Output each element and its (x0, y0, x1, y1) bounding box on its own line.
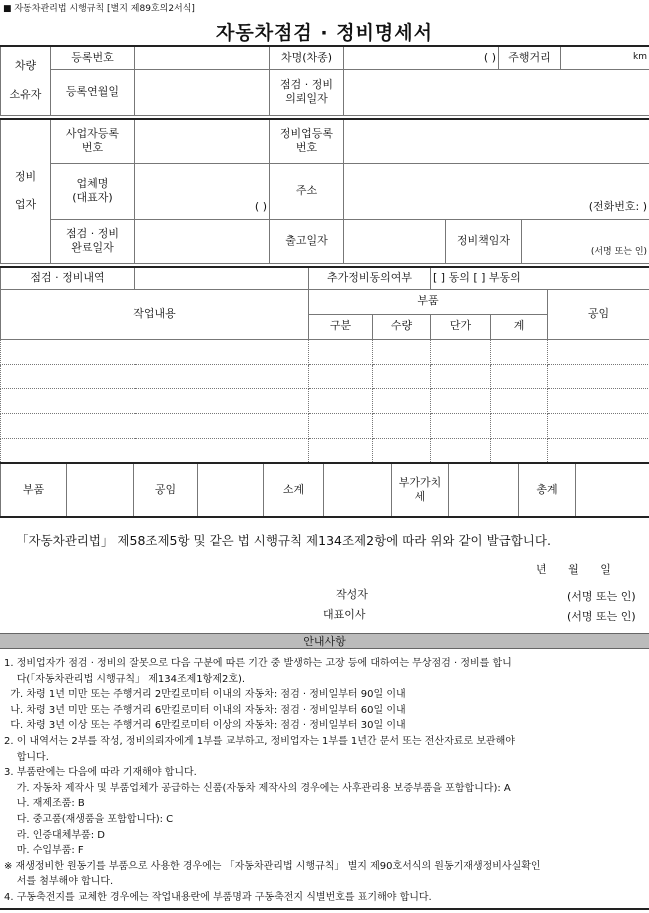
req-date-label: 점검 · 정비 의뢰일자 (270, 69, 344, 115)
bottom-rule (0, 908, 649, 910)
notice-title: 안내사항 (0, 633, 649, 649)
owner-group-label: 차량 소유자 (1, 46, 51, 115)
out-date-label: 출고일자 (270, 219, 344, 263)
guide-line: ※ 재생정비한 원동기를 부품으로 사용한 경우에는 「자동차관리법 시행규칙」 별지 제90호서식의 원동기재생정비사실확인 (4, 860, 541, 872)
company-label: 업체명 (대표자) (51, 163, 135, 219)
guide-line: 라. 인증대체부품: D (4, 829, 105, 841)
shop-reg-no-field[interactable] (344, 119, 649, 163)
page-title: 자동차점검 · 정비명세서 (216, 22, 433, 44)
shop-reg-no-label: 정비업등록 번호 (270, 119, 344, 163)
writer-label: 작성자 (336, 588, 368, 601)
guide-line: 다(「자동차관리법 시행규칙」 제134조제1항제2호). (4, 673, 246, 685)
parts-header: 부품 (309, 289, 548, 314)
reg-no-label: 등록번호 (51, 46, 135, 69)
writer-sign[interactable]: (서명 또는 인) (567, 590, 636, 603)
issue-date[interactable]: 년 월 일 (536, 563, 611, 576)
detail-field[interactable] (135, 267, 309, 289)
col-type: 구분 (309, 314, 373, 339)
shop-group-label: 정비 업자 (1, 119, 51, 263)
subtotal-label: 소계 (264, 463, 324, 517)
table-row (1, 413, 649, 438)
col-price: 단가 (431, 314, 491, 339)
guide-line: 다. 중고품(재생품을 포함합니다): C (4, 813, 174, 825)
shop-table (0, 118, 649, 264)
req-date-field[interactable] (344, 69, 649, 115)
mileage-label: 주행거리 (499, 46, 561, 69)
table-row (1, 339, 649, 364)
grand-total-field[interactable] (576, 463, 649, 517)
work-table (0, 266, 649, 464)
form-header: ■ 자동차관리법 시행규칙 [별지 제89호의2서식] (3, 4, 195, 14)
ceo-sign[interactable]: (서명 또는 인) (567, 610, 636, 623)
totals-table (0, 462, 649, 518)
guide-line: 마. 수입부품: F (4, 845, 84, 857)
guide-line: 나. 차령 3년 미만 또는 주행거리 6만킬로미터 이내의 자동차: 점검 · 정비일부터 60일 이내 (4, 704, 406, 716)
biz-no-field[interactable] (135, 119, 270, 163)
car-name-field[interactable]: ( ) (344, 46, 499, 69)
guide-line: 다. 차령 3년 이상 또는 주행거리 6만킬로미터 이상의 자동차: 점검 · 정비일부터 30일 이내 (4, 720, 406, 732)
detail-label: 점검 · 정비내역 (1, 267, 135, 289)
company-field[interactable]: ( ) (135, 163, 270, 219)
guide-line: 서를 첨부해야 합니다. (4, 876, 114, 888)
total-labor-field[interactable] (198, 463, 264, 517)
guide-line: 4. 구동축전지를 교체한 경우에는 작업내용란에 부품명과 구동축전지 식별번호를 표기해야 합니다. (4, 891, 432, 903)
car-name-label: 차명(차종) (270, 46, 344, 69)
extra-consent-options[interactable]: [ ] 동의 [ ] 부동의 (431, 267, 649, 289)
done-date-field[interactable] (135, 219, 270, 263)
out-date-field[interactable] (344, 219, 446, 263)
guide-line: 가. 자동차 제작사 및 부품업체가 공급하는 신품(자동차 제작사의 경우에는 사후관리용 보증부품을 포함합니다): A (4, 782, 511, 794)
ceo-label: 대표이사 (323, 608, 366, 621)
guide-line: 가. 차령 1년 미만 또는 주행거리 2만킬로미터 이내의 자동차: 점검 · 정비일부터 90일 이내 (4, 689, 406, 701)
address-label: 주소 (270, 163, 344, 219)
guide-text (4, 656, 647, 906)
issue-statement: 「자동차관리법」 제58조제5항 및 같은 법 시행규칙 제134조제2항에 따라 위와 같이 발급합니다. (16, 533, 551, 548)
guide-line: 1. 정비업자가 점검 · 정비의 잘못으로 다음 구분에 따른 기간 중 발생하는 고장 등에 대하여는 무상점검 · 정비를 합니 (4, 658, 512, 669)
labor-header: 공임 (548, 289, 649, 339)
biz-no-label: 사업자등록 번호 (51, 119, 135, 163)
vat-label: 부가가치세 (392, 463, 449, 517)
guide-line: 나. 재제조품: B (4, 798, 85, 810)
done-date-label: 점검 · 정비 완료일자 (51, 219, 135, 263)
total-parts-label: 부품 (1, 463, 67, 517)
table-row (1, 438, 649, 463)
total-parts-field[interactable] (67, 463, 134, 517)
owner-table (0, 45, 649, 116)
address-field[interactable]: (전화번호: ) (344, 163, 649, 219)
subtotal-field[interactable] (324, 463, 392, 517)
reg-date-field[interactable] (135, 69, 270, 115)
col-qty: 수량 (373, 314, 431, 339)
vat-field[interactable] (449, 463, 519, 517)
reg-date-label: 등록연월일 (51, 69, 135, 115)
manager-sign-field[interactable]: (서명 또는 인) (522, 219, 649, 263)
mileage-field[interactable]: km (561, 46, 649, 69)
content-header: 작업내용 (1, 289, 309, 339)
manager-label: 정비책임자 (446, 219, 522, 263)
total-labor-label: 공임 (134, 463, 198, 517)
table-row (1, 364, 649, 388)
grand-total-label: 총계 (519, 463, 576, 517)
guide-line: 합니다. (4, 751, 49, 763)
reg-no-field[interactable] (135, 46, 270, 69)
extra-consent-label: 추가정비동의여부 (309, 267, 431, 289)
table-row (1, 388, 649, 413)
col-sum: 계 (491, 314, 548, 339)
guide-line: 3. 부품란에는 다음에 따라 기재해야 합니다. (4, 767, 197, 779)
guide-line: 2. 이 내역서는 2부를 작성, 정비의뢰자에게 1부를 교부하고, 정비업자는 1부를 1년간 문서 또는 전산자료로 보관해야 (4, 735, 515, 747)
